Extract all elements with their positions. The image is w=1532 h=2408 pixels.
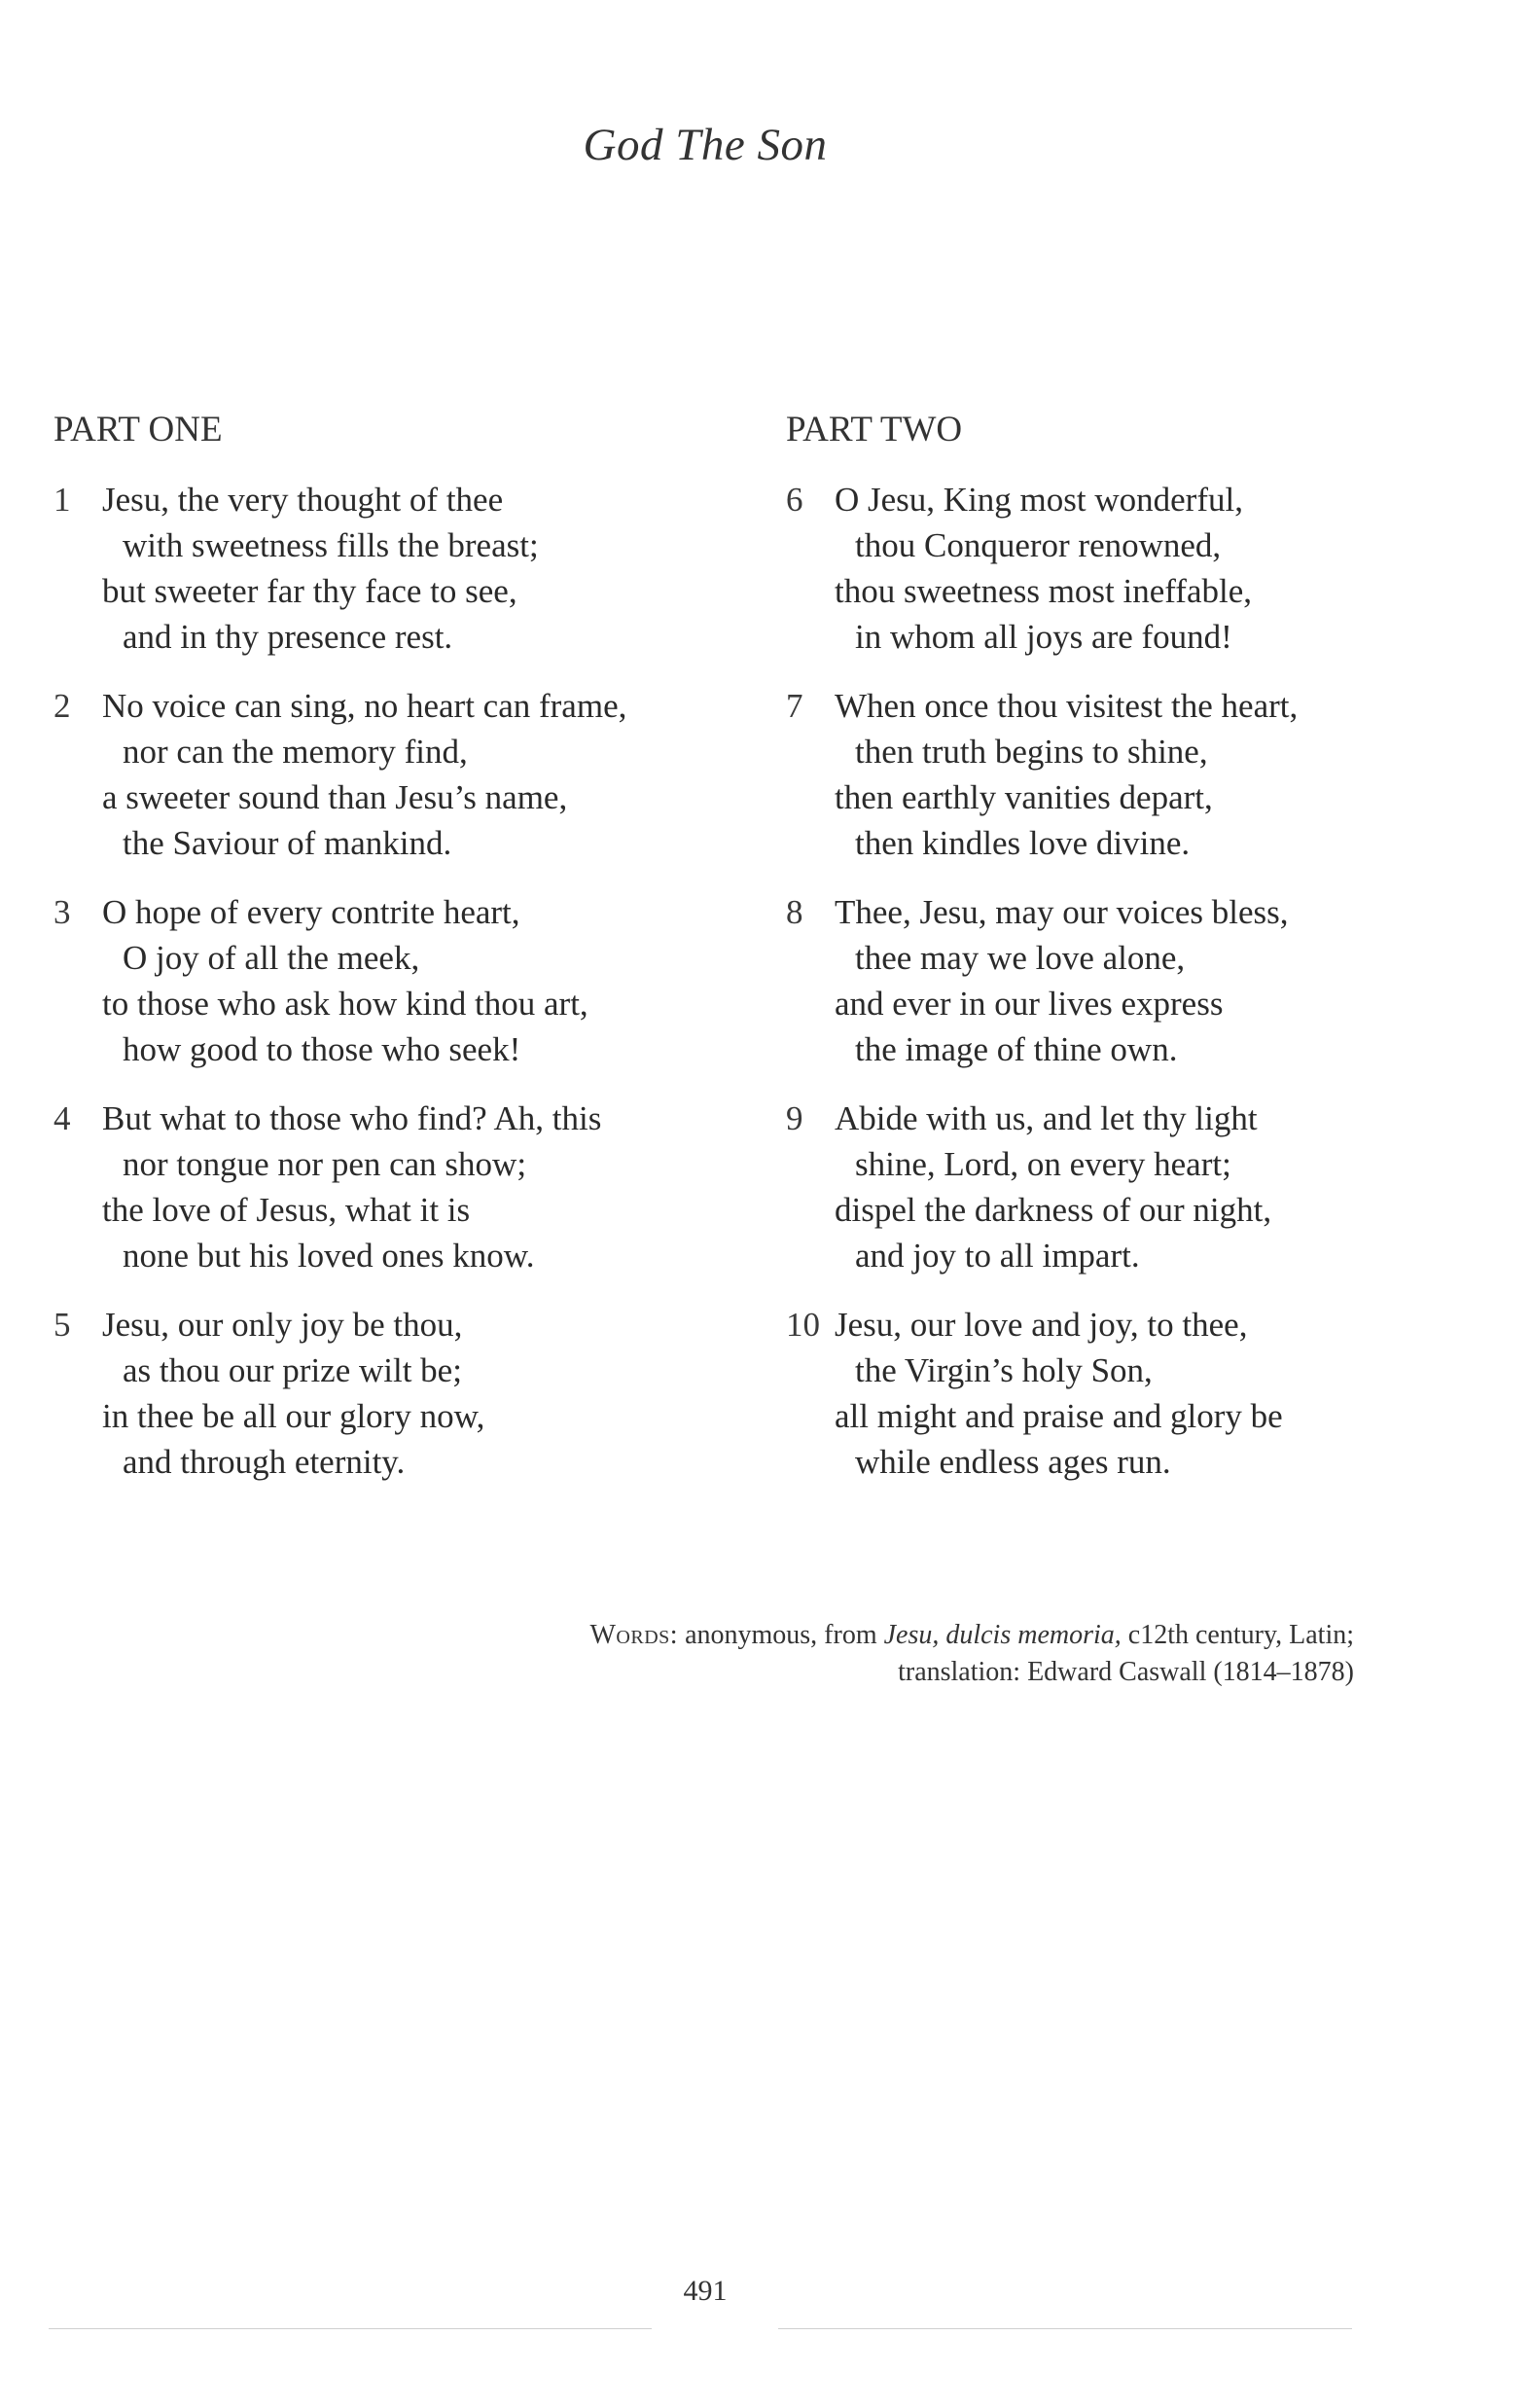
verse-number: 5	[53, 1306, 71, 1344]
verse-line: and joy to all impart.	[855, 1237, 1140, 1275]
part-two-column	[786, 407, 1467, 1508]
footer-rule-left	[49, 2328, 652, 2329]
verse-number: 9	[786, 1099, 803, 1137]
verse-line: the Virgin’s holy Son,	[855, 1351, 1153, 1389]
verse-line: while endless ages run.	[855, 1443, 1171, 1481]
verse-line: all might and praise and glory be	[835, 1397, 1283, 1435]
page-title: God The Son	[583, 120, 828, 170]
verse-8	[786, 889, 1467, 1072]
verse-line: Jesu, the very thought of thee	[102, 481, 504, 519]
verse-3	[53, 889, 734, 1072]
verse-line: But what to those who find? Ah, this	[102, 1099, 602, 1137]
verse-line: none but his loved ones know.	[123, 1237, 535, 1275]
verse-line: shine, Lord, on every heart;	[855, 1145, 1231, 1183]
verse-line: the image of thine own.	[855, 1030, 1178, 1068]
words-label: Words:	[589, 1620, 679, 1650]
verse-1	[53, 477, 734, 660]
verse-number: 1	[53, 481, 71, 519]
verse-number: 7	[786, 687, 803, 725]
verse-line: Thee, Jesu, may our voices bless,	[835, 893, 1289, 931]
verse-number: 3	[53, 893, 71, 931]
verse-line: When once thou visitest the heart,	[835, 687, 1299, 725]
verse-line: in thee be all our glory now,	[102, 1397, 485, 1435]
verse-line: a sweeter sound than Jesu’s name,	[102, 778, 568, 816]
credit-text: c12th century, Latin;	[1121, 1620, 1354, 1650]
verse-line: No voice can sing, no heart can frame,	[102, 687, 627, 725]
verse-line: and ever in our lives express	[835, 985, 1224, 1023]
verse-4	[53, 1096, 734, 1278]
verse-9	[786, 1096, 1467, 1278]
verse-line: how good to those who seek!	[123, 1030, 521, 1068]
verse-number: 4	[53, 1099, 71, 1137]
footer-rule-right	[778, 2328, 1352, 2329]
verse-line: dispel the darkness of our night,	[835, 1191, 1272, 1229]
verse-line: O hope of every contrite heart,	[102, 893, 520, 931]
verse-number: 10	[786, 1306, 820, 1344]
part-two-heading: PART TWO	[786, 410, 963, 449]
verse-line: Jesu, our only joy be thou,	[102, 1306, 463, 1344]
verse-line: O Jesu, King most wonderful,	[835, 481, 1243, 519]
verse-5	[53, 1302, 734, 1485]
page-number: 491	[683, 2275, 728, 2307]
verse-line: and in thy presence rest.	[123, 618, 453, 656]
verse-line: Jesu, our love and joy, to thee,	[835, 1306, 1248, 1344]
verse-line: but sweeter far thy face to see,	[102, 572, 517, 610]
verse-line: then earthly vanities depart,	[835, 778, 1213, 816]
verse-line: thou Conqueror renowned,	[855, 526, 1222, 564]
verse-line: as thou our prize wilt be;	[123, 1351, 462, 1389]
verse-line: then kindles love divine.	[855, 824, 1191, 862]
verse-10	[786, 1302, 1467, 1485]
verse-line: to those who ask how kind thou art,	[102, 985, 588, 1023]
hymn-credits	[590, 1617, 1355, 1691]
verse-line: nor tongue nor pen can show;	[123, 1145, 527, 1183]
verse-line: and through eternity.	[123, 1443, 406, 1481]
verse-number: 2	[53, 687, 71, 725]
verse-2	[53, 683, 734, 866]
source-title: Jesu, dulcis memoria,	[883, 1620, 1122, 1650]
verse-number: 6	[786, 481, 803, 519]
translation-credit-line: translation: Edward Caswall (1814–1878)	[898, 1657, 1354, 1687]
verse-7	[786, 683, 1467, 866]
verse-line: in whom all joys are found!	[855, 618, 1232, 656]
verse-line: the love of Jesus, what it is	[102, 1191, 471, 1229]
verse-line: thou sweetness most ineffable,	[835, 572, 1252, 610]
part-one-heading: PART ONE	[53, 410, 223, 449]
verse-line: O joy of all the meek,	[123, 939, 420, 977]
verse-line: the Saviour of mankind.	[123, 824, 452, 862]
verse-line: Abide with us, and let thy light	[835, 1099, 1258, 1137]
words-credit-line	[590, 1617, 1355, 1654]
credit-text: anonymous, from	[678, 1620, 884, 1650]
verse-line: with sweetness fills the breast;	[123, 526, 539, 564]
verse-6	[786, 477, 1467, 660]
verse-line: thee may we love alone,	[855, 939, 1186, 977]
part-one-column	[53, 407, 734, 1508]
verse-number: 8	[786, 893, 803, 931]
verse-line: nor can the memory find,	[123, 733, 468, 771]
verse-line: then truth begins to shine,	[855, 733, 1208, 771]
